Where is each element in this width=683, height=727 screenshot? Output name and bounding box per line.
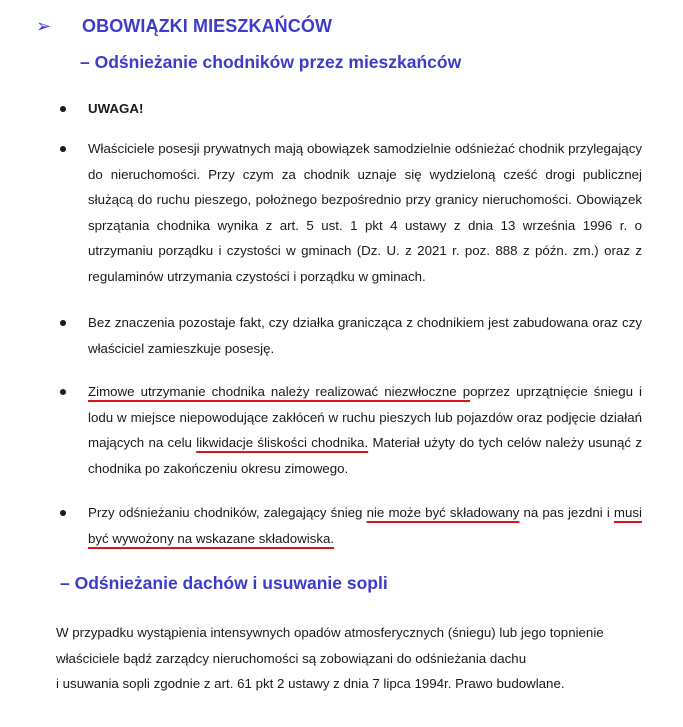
- bullet-winter-text-1: oprzez uprzątnięcie śniegu i lodu w miejsce niepowodujące zakłóceń w ruchu pieszych lub pojazdów oraz podjęcie działań mających na celu: [88, 384, 642, 451]
- bullet-dot-icon: [60, 320, 66, 326]
- highlight-not-stored: nie może być składowany: [366, 505, 520, 520]
- roofs-line-1: W przypadku wystąpienia intensywnych opadów atmosferycznych (śniegu) lub jego topnienie: [56, 625, 604, 640]
- bullet-irrelevance: [60, 310, 642, 361]
- bullet-dot-icon: [60, 389, 66, 395]
- bullet-storage-text-1: Przy odśnieżaniu chodników, zalegający śnieg: [88, 505, 367, 520]
- bullet-dot-icon: [60, 510, 66, 516]
- bullet-storage-text-2: na pas jezdni i: [519, 505, 614, 520]
- bullet-owners-duty-text: Właściciele posesji prywatnych mają obowiązek samodzielnie odśnieżać chodnik przylegający do nieruchomości. Przy czym za chodnik uznaje się wydzieloną cześć drogi publicznej służącą do ruchu pieszego, położnego bezpośrednio przy granicy nieruchomości. Obowiązek sprzątania chodnika wynika z art. 5 ust. 1 pkt 4 ustawy z dnia 13 września 1996 r. o utrzymaniu porządku i czystości w gminach (Dz. U. z 2021 r. poz. 888 z późn. zm.) oraz z regulaminów utrzymania czystości i porządku w gminach.: [88, 141, 642, 284]
- section-heading: [36, 16, 332, 37]
- bullet-winter-text-2: Materiał użyty do tych celów należy usunąć z chodnika po zakończeniu okresu zimowego.: [88, 435, 642, 476]
- bullet-dot-icon: [60, 146, 66, 152]
- subheading-sidewalks: – Odśnieżanie chodników przez mieszkańców: [80, 52, 462, 72]
- roofs-line-2: właściciele bądź zarządcy nieruchomości są zobowiązani do odśnieżania dachu: [56, 650, 527, 666]
- bullet-uwaga: [60, 96, 143, 122]
- bullet-winter-maintenance: [60, 379, 642, 481]
- bullet-owners-duty: [60, 136, 642, 290]
- bullet-dot-icon: [60, 106, 66, 112]
- bullet-snow-storage: [60, 500, 642, 551]
- subheading-roofs: – Odśnieżanie dachów i usuwanie sopli: [60, 573, 388, 593]
- section-title: OBOWIĄZKI MIESZKAŃCÓW: [82, 16, 333, 36]
- bullet-irrelevance-text: Bez znaczenia pozostaje fakt, czy działka granicząca z chodnikiem jest zabudowana oraz czy właściciel zamieszkuje posesję.: [88, 315, 642, 356]
- highlight-prompt-maintenance: Zimowe utrzymanie chodnika należy realizować niezwłoczne p: [88, 384, 471, 399]
- uwaga-label: UWAGA!: [88, 101, 144, 116]
- highlight-must-be-removed: musi być wywożony na wskazane składowiska.: [88, 505, 642, 546]
- highlight-slipperiness: likwidacje śliskości chodnika.: [196, 435, 369, 451]
- arrow-bullet-icon: ➢: [36, 16, 52, 36]
- roofs-paragraph: [56, 620, 646, 697]
- roofs-line-3: i usuwania sopli zgodnie z art. 61 pkt 2 ustawy z dnia 7 lipca 1994r. Prawo budowlane.: [56, 676, 565, 692]
